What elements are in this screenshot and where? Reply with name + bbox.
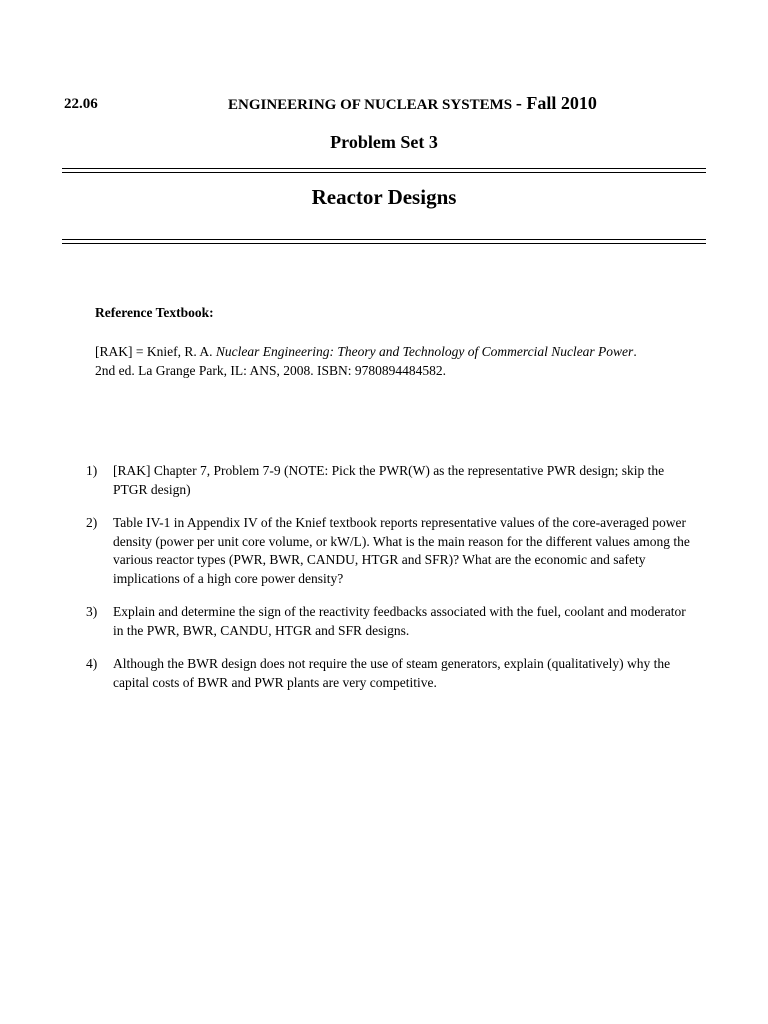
problem-item bbox=[86, 603, 696, 640]
problem-item bbox=[86, 462, 696, 499]
bottom-double-rule bbox=[62, 239, 706, 244]
course-title-line bbox=[228, 93, 597, 114]
reference-suffix: . bbox=[633, 344, 637, 359]
reference-heading: Reference Textbook: bbox=[95, 305, 214, 320]
reference-prefix: [RAK] = Knief, R. A. bbox=[95, 344, 216, 359]
course-title: ENGINEERING OF NUCLEAR SYSTEMS bbox=[228, 97, 513, 113]
reference-citation bbox=[95, 342, 715, 380]
subject-title: Reactor Designs bbox=[311, 185, 457, 209]
problem-number: 1) bbox=[86, 463, 98, 478]
top-double-rule bbox=[62, 168, 706, 173]
reference-book-title: Nuclear Engineering: Theory and Technology of Commercial Nuclear Power bbox=[215, 344, 634, 359]
problem-item bbox=[86, 514, 696, 588]
problem-set-title: Problem Set 3 bbox=[330, 132, 438, 152]
problem-text: Explain and determine the sign of the reactivity feedbacks associated with the fuel, coolant and moderator in the PWR, BWR, CANDU, HTGR and SFR designs. bbox=[113, 604, 686, 638]
problem-number: 3) bbox=[86, 604, 98, 619]
problem-number: 4) bbox=[86, 656, 98, 671]
problem-list bbox=[86, 462, 696, 707]
problem-text: Table IV-1 in Appendix IV of the Knief textbook reports representative values of the core-averaged power density (power per unit core volume, or kW/L). What is the main reason for the different values among the various reactor types (PWR, BWR, CANDU, HTGR and SFR)? What are the economic and safety implications of a high core power density? bbox=[113, 515, 690, 586]
course-term: - Fall 2010 bbox=[515, 93, 597, 113]
problem-text: Although the BWR design does not require the use of steam generators, explain (qualitatively) why the capital costs of BWR and PWR plants are very competitive. bbox=[113, 656, 671, 690]
course-number: 22.06 bbox=[64, 96, 98, 112]
problem-text: [RAK] Chapter 7, Problem 7-9 (NOTE: Pick the PWR(W) as the representative PWR design; skip the PTGR design) bbox=[113, 463, 665, 497]
reference-publication: 2nd ed. La Grange Park, IL: ANS, 2008. ISBN: 9780894484582. bbox=[95, 363, 446, 378]
problem-item bbox=[86, 655, 696, 692]
problem-number: 2) bbox=[86, 515, 98, 530]
